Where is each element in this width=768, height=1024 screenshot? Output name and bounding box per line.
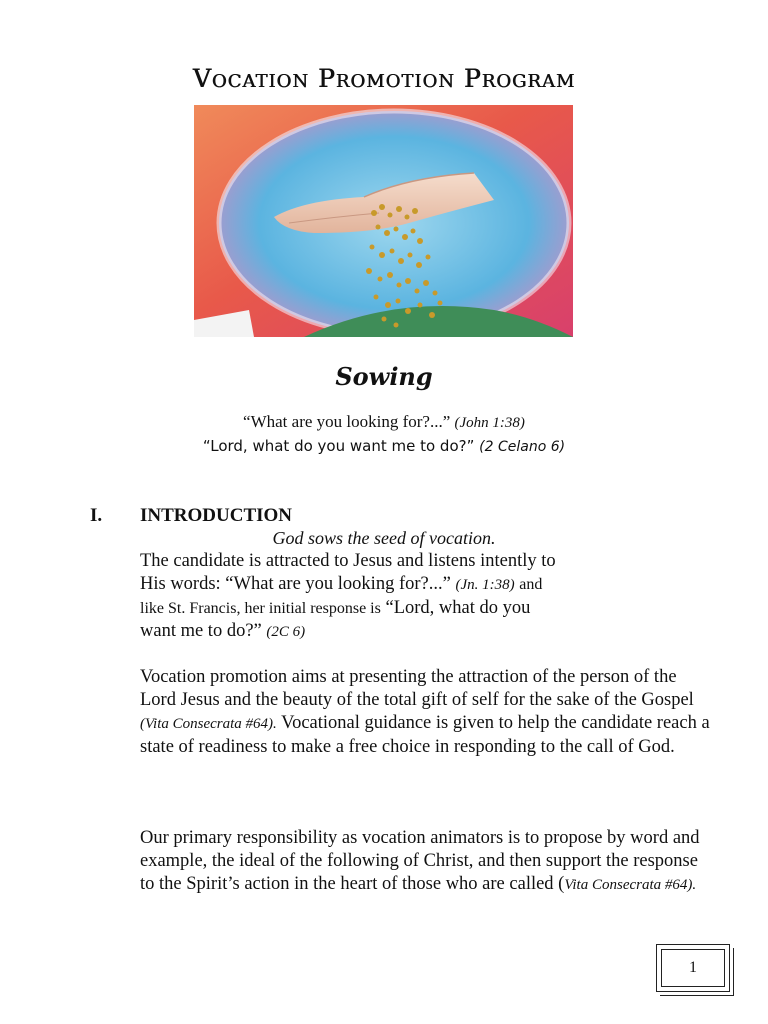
- paragraph-2: [140, 666, 710, 759]
- section-number: I.: [90, 505, 103, 526]
- p1-line-3: like St. Francis, her initial response is “Lord, what do you: [140, 598, 531, 618]
- paragraph-3: [140, 827, 710, 897]
- page-number-box: [656, 944, 730, 992]
- quote-celano: [0, 437, 768, 455]
- document-subtitle: Sowing: [335, 362, 433, 391]
- p1-line-2: His words: “What are you looking for?...” (Jn. 1:38) and: [140, 574, 543, 594]
- quote-john: [0, 412, 768, 432]
- quote-text: “What are you looking for?...”: [243, 412, 451, 431]
- section-heading: [90, 505, 292, 527]
- quote-text: “Lord, what do you want me to do?”: [202, 437, 475, 455]
- page-number: 1: [661, 949, 725, 987]
- p2-text-2: Vocational guidance is given to help the candidate reach a state of readiness to make a free choice in responding to the call of God.: [140, 713, 710, 757]
- sowing-hand-painting: [194, 105, 573, 337]
- p3-text: Our primary responsibility as vocation animators is to propose by word and example, the ideal of the following of Christ, and then support the response to the Spirit’s action in the heart of those who are called (: [140, 828, 700, 894]
- p1-line-4: want me to do?” (2C 6): [140, 621, 306, 641]
- section-title: INTRODUCTION: [140, 505, 293, 526]
- quote-ref: (John 1:38): [454, 415, 525, 431]
- quote-ref: (2 Celano 6): [479, 439, 566, 455]
- paragraph-1: [140, 550, 710, 644]
- document-title: Vocation Promotion Program: [192, 64, 576, 93]
- p2-ref: (Vita Consecrata #64).: [140, 716, 277, 732]
- p3-ref: Vita Consecrata #64).: [564, 877, 697, 893]
- p1-line-1: The candidate is attracted to Jesus and listens intently to: [140, 551, 556, 571]
- p2-text: Vocation promotion aims at presenting the attraction of the person of the Lord Jesus and the beauty of the total gift of self for the sake of the Gospel: [140, 667, 694, 710]
- section-tagline: God sows the seed of vocation.: [272, 528, 496, 548]
